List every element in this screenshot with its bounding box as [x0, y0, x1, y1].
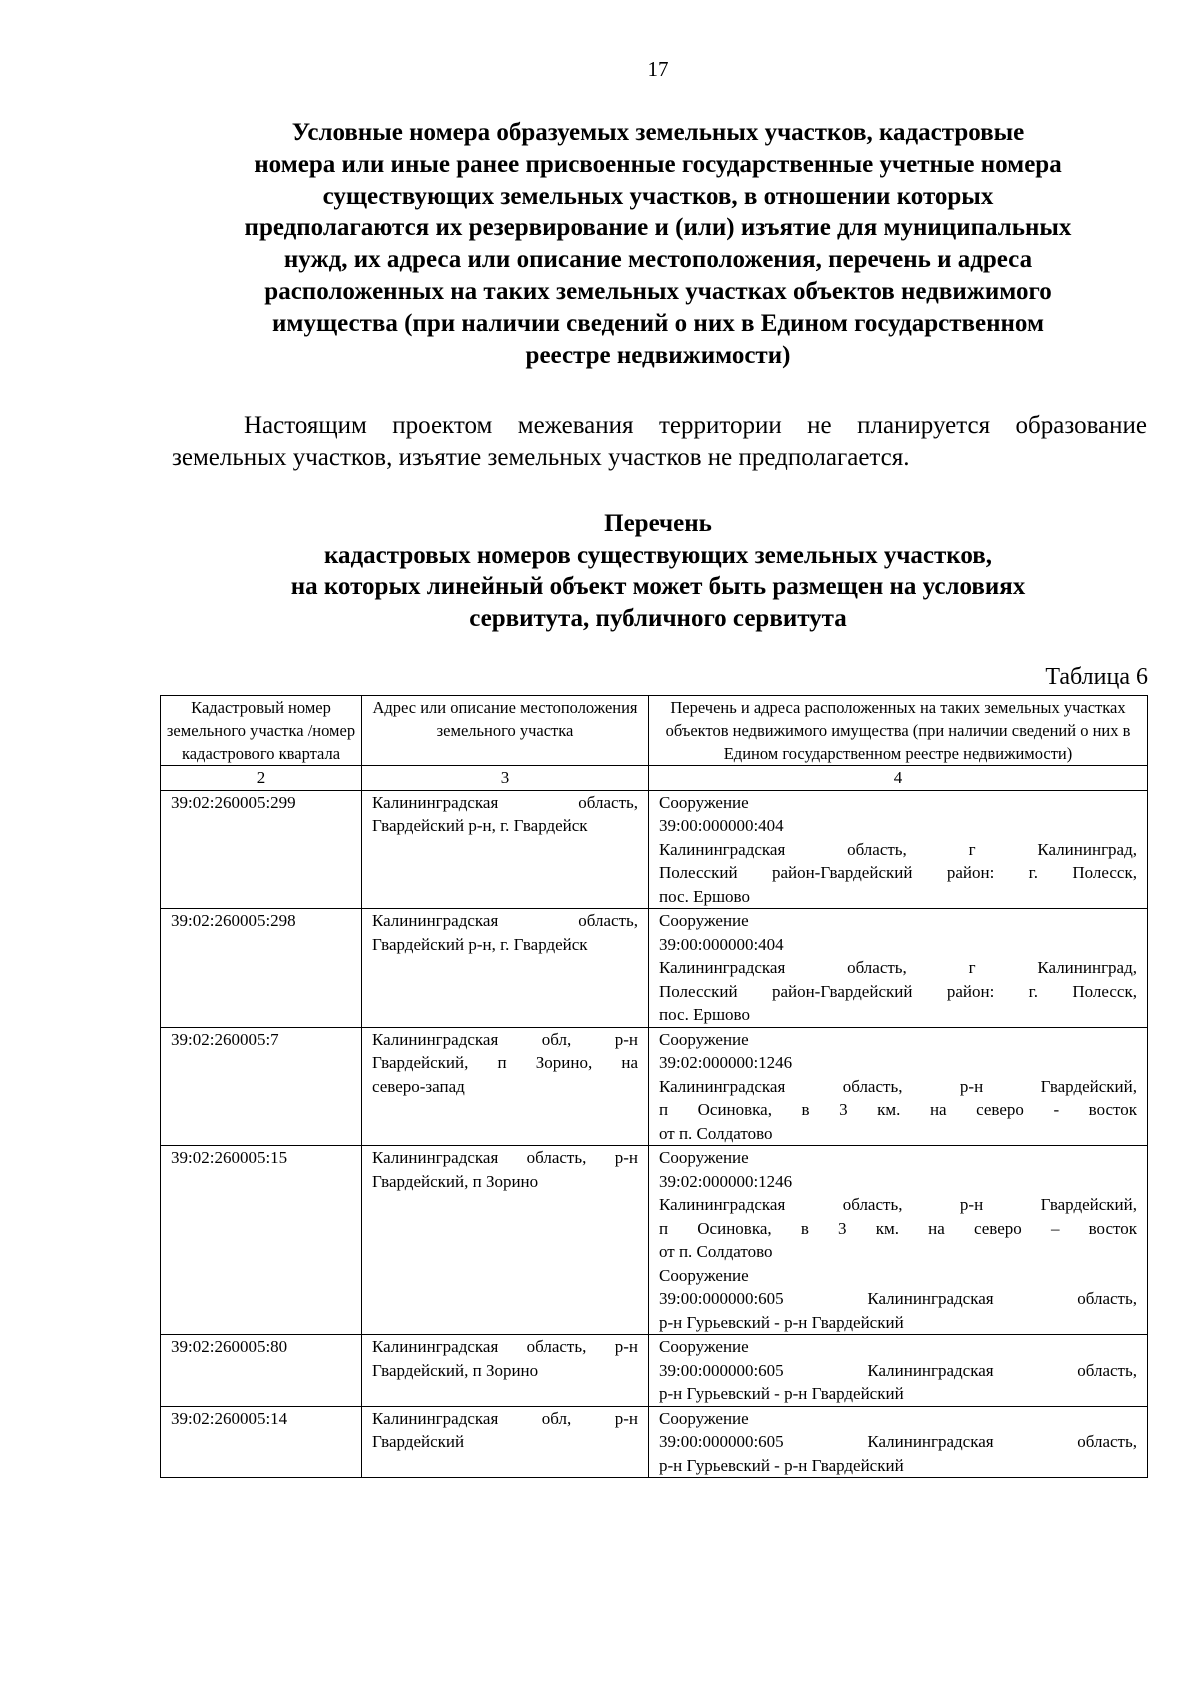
heading-line: существующих земельных участков, в отношении которых [322, 182, 994, 210]
cadastral-number-cell: 39:02:260005:7 [161, 1027, 362, 1146]
table-row [161, 790, 1148, 909]
objects-cell [649, 1406, 1148, 1478]
address-line: Гвардейский, п Зорино [372, 1171, 539, 1191]
object-line: п Осиновка, в 3 км. на северо - восток [659, 1100, 1137, 1119]
table-header-row [161, 696, 1148, 766]
objects-cell [649, 1027, 1148, 1146]
object-line: Калининградская область, р-н Гвардейский, [659, 1076, 1137, 1096]
object-line: Сооружение [659, 1337, 749, 1356]
object-line: Калининградская область, р-н Гвардейский, [659, 1195, 1137, 1214]
cadastral-number-cell: 39:02:260005:299 [161, 790, 362, 909]
table-row [161, 1406, 1148, 1478]
object-line: 39:00:000000:605 Калининградская область, [659, 1289, 1137, 1308]
object-line: Сооружение [659, 1029, 749, 1049]
heading-line: нужд, их адреса или описание местоположения, перечень и адреса [283, 246, 1033, 274]
object-line: пос. Ершово [659, 886, 750, 906]
header-objects: Перечень и адреса расположенных на таких земельных участках объектов недвижимого имущества (при наличии сведений о них в Едином государственном реестре недвижимости) [649, 696, 1148, 766]
address-line: Калининградская область, [372, 911, 638, 930]
address-line: Калининградская обл, р-н [372, 1408, 638, 1428]
heading-line: предполагаются их резервирование и (или) изъятие для муниципальных [244, 214, 1072, 242]
object-line: п Осиновка, в 3 км. на северо – восток [659, 1218, 1137, 1238]
table-row [161, 1027, 1148, 1146]
heading-line: кадастровых номеров существующих земельных участков, [323, 541, 993, 569]
heading-line: сервитута, публичного сервитута [469, 605, 847, 633]
table-row [161, 1146, 1148, 1335]
heading-line: реестре недвижимости) [525, 341, 791, 369]
header-address: Адрес или описание местоположения земельного участка [362, 696, 649, 766]
address-cell [362, 1027, 649, 1146]
heading-line: на которых линейный объект может быть размещен на условиях [290, 573, 1026, 601]
cadastral-number-cell: 39:02:260005:80 [161, 1335, 362, 1407]
object-line: 39:00:000000:605 Калининградская область, [659, 1360, 1137, 1380]
heading-line: Условные номера образуемых земельных участков, кадастровые [291, 119, 1025, 146]
address-line: Гвардейский р-н, г. Гвардейск [372, 934, 588, 954]
body-paragraph [172, 410, 1147, 474]
object-line: р-н Гурьевский - р-н Гвардейский [659, 1312, 904, 1332]
address-cell [362, 1146, 649, 1335]
object-line: р-н Гурьевский - р-н Гвардейский [659, 1384, 904, 1403]
object-line: 39:00:000000:404 [659, 816, 784, 835]
address-line: Гвардейский, п Зорино [372, 1360, 539, 1380]
address-line: Калининградская область, р-н [372, 1337, 638, 1356]
cadastral-table [160, 695, 1148, 1478]
objects-cell [649, 909, 1148, 1028]
object-line: р-н Гурьевский - р-н Гвардейский [659, 1455, 904, 1475]
address-line: Гвардейский р-н, г. Гвардейск [372, 816, 588, 835]
object-line: Сооружение [659, 1408, 749, 1428]
object-line: от п. Солдатово [659, 1123, 773, 1143]
column-number: 4 [649, 766, 1148, 791]
list-heading [175, 508, 1141, 635]
object-line: Калининградская область, г Калининград, [659, 958, 1137, 977]
heading-line: номера или иные ранее присвоенные государственные учетные номера [254, 150, 1062, 178]
object-line: Сооружение [659, 911, 749, 930]
address-line: северо-запад [372, 1076, 465, 1096]
header-cadastral: Кадастровый номер земельного участка /номер кадастрового квартала [161, 696, 362, 766]
object-line: 39:00:000000:404 [659, 934, 784, 954]
table-row [161, 1335, 1148, 1407]
objects-cell [649, 1335, 1148, 1407]
address-cell [362, 1406, 649, 1478]
address-line: Калининградская обл, р-н [372, 1029, 638, 1049]
objects-cell [649, 1146, 1148, 1335]
cadastral-number-cell: 39:02:260005:14 [161, 1406, 362, 1478]
object-line: 39:02:000000:1246 [659, 1171, 793, 1191]
address-line: Гвардейский, п Зорино, на [372, 1053, 638, 1072]
cadastral-number-cell: 39:02:260005:15 [161, 1146, 362, 1335]
address-line: Гвардейский [372, 1432, 465, 1451]
address-line: Калининградская область, р-н [372, 1148, 638, 1167]
object-line: Калининградская область, г Калининград, [659, 839, 1137, 859]
paragraph-line: Настоящим проектом межевания территории не планируется образование [244, 412, 1147, 439]
object-line: Сооружение [659, 1265, 749, 1285]
section-heading [175, 117, 1141, 371]
objects-cell [649, 790, 1148, 909]
table-caption: Таблица 6 [1045, 664, 1148, 690]
address-cell [362, 909, 649, 1028]
address-cell [362, 1335, 649, 1407]
object-line: Сооружение [659, 792, 749, 812]
heading-line: имущества (при наличии сведений о них в Едином государственном [272, 309, 1044, 337]
heading-line: расположенных на таких земельных участках объектов недвижимого [264, 277, 1052, 305]
object-line: пос. Ершово [659, 1005, 750, 1024]
column-number: 3 [362, 766, 649, 791]
heading-line: Перечень [604, 510, 712, 537]
address-line: Калининградская область, [372, 792, 638, 812]
page-number: 17 [647, 57, 669, 81]
object-line: Полесский район-Гвардейский район: г. Полесск, [659, 863, 1137, 882]
object-line: Сооружение [659, 1148, 749, 1167]
address-cell [362, 790, 649, 909]
paragraph-line: земельных участков, изъятие земельных участков не предполагается. [172, 444, 910, 471]
cadastral-number-cell: 39:02:260005:298 [161, 909, 362, 1028]
object-line: от п. Солдатово [659, 1242, 773, 1261]
column-number-row [161, 766, 1148, 791]
table-row [161, 909, 1148, 1028]
object-line: Полесский район-Гвардейский район: г. Полесск, [659, 981, 1137, 1001]
object-line: 39:00:000000:605 Калининградская область, [659, 1432, 1137, 1451]
column-number: 2 [161, 766, 362, 791]
object-line: 39:02:000000:1246 [659, 1053, 793, 1072]
